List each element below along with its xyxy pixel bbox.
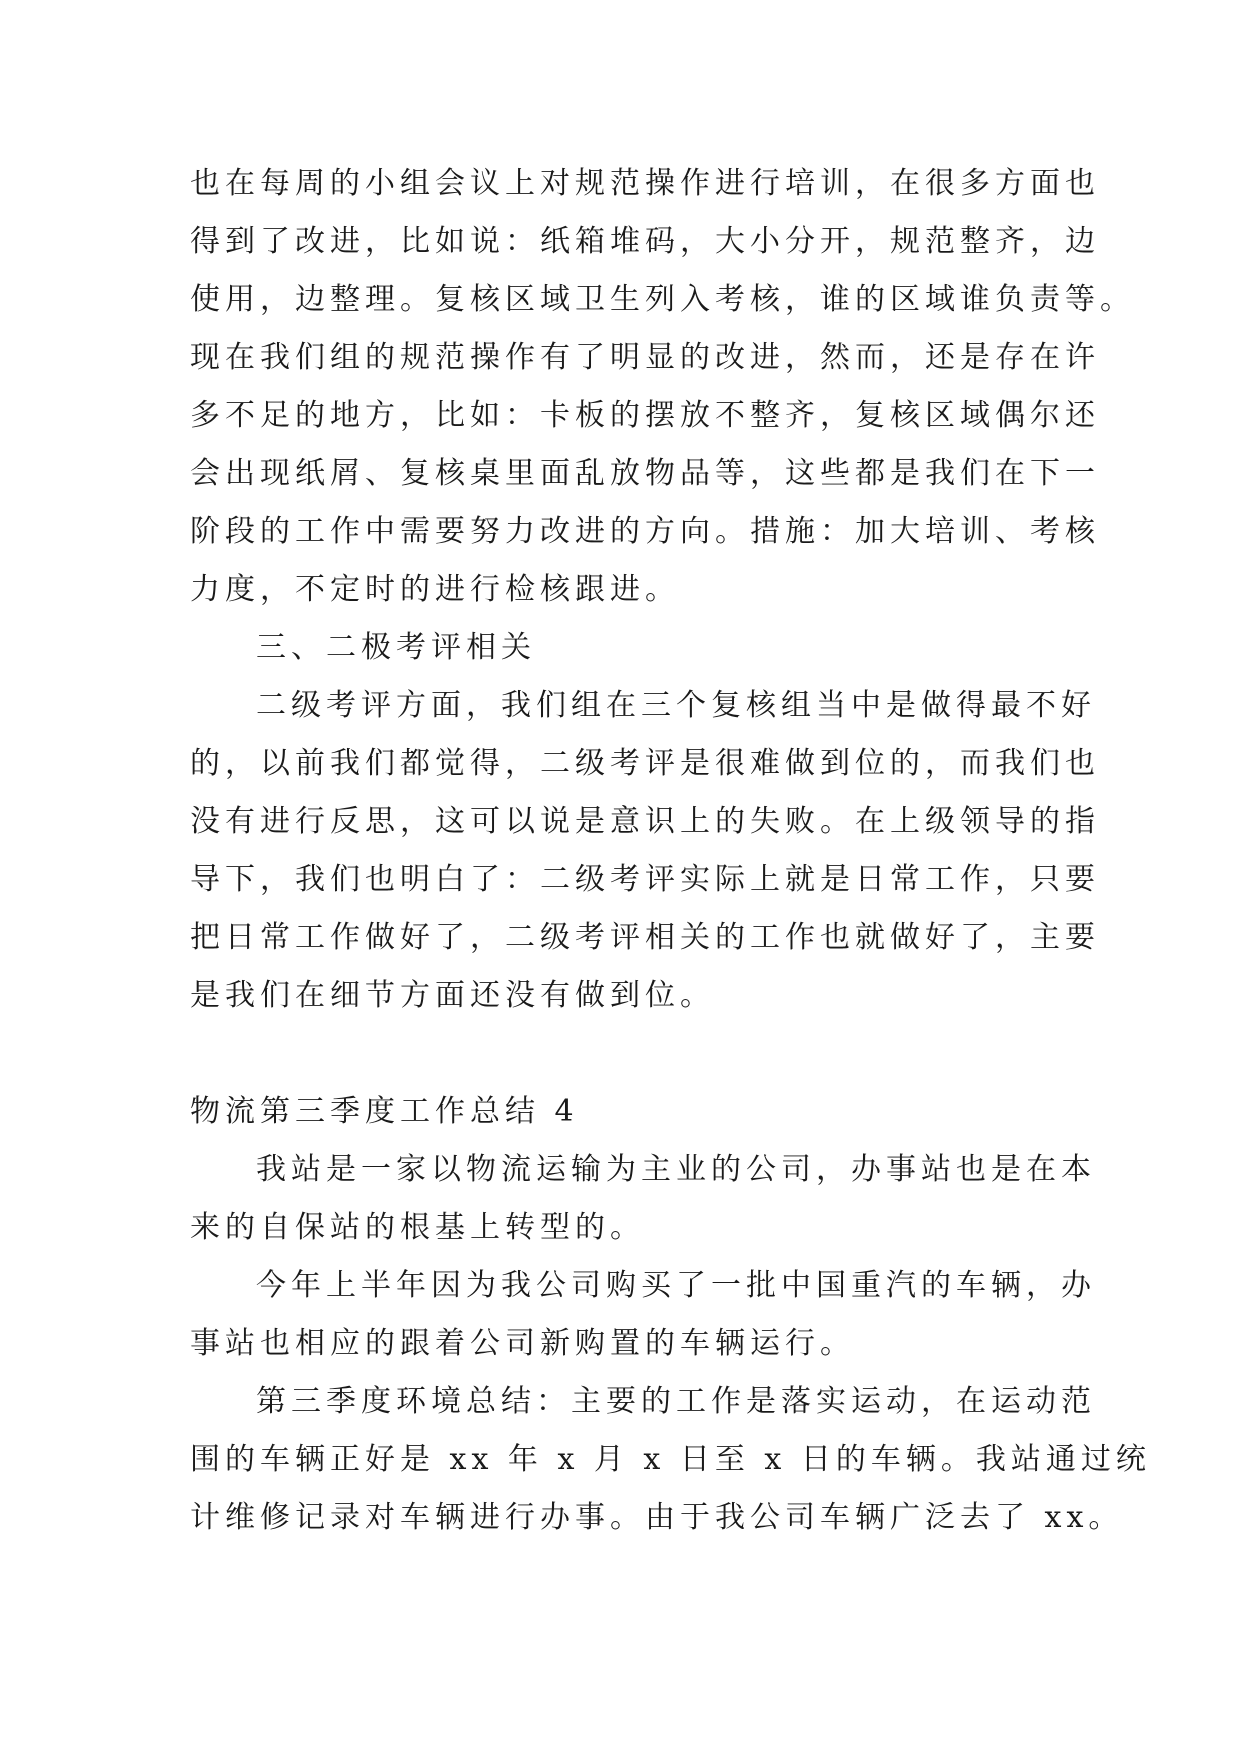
paragraph-line: 会出现纸屑、复核桌里面乱放物品等，这些都是我们在下一 [190, 456, 1100, 491]
section-subheading: 三、二极考评相关 [256, 630, 536, 665]
paragraph-line: 使用，边整理。复核区域卫生列入考核，谁的区域谁负责等。 [190, 282, 1135, 317]
paragraph-line: 阶段的工作中需要努力改进的方向。措施：加大培训、考核 [190, 514, 1100, 549]
paragraph-line: 导下，我们也明白了：二级考评实际上就是日常工作，只要 [190, 862, 1100, 897]
paragraph-line: 也在每周的小组会议上对规范操作进行培训，在很多方面也 [190, 166, 1100, 201]
paragraph-line: 力度，不定时的进行检核跟进。 [190, 572, 680, 607]
paragraph-line: 事站也相应的跟着公司新购置的车辆运行。 [190, 1326, 855, 1361]
paragraph-line: 我站是一家以物流运输为主业的公司，办事站也是在本 [256, 1152, 1096, 1187]
paragraph-line: 没有进行反思，这可以说是意识上的失败。在上级领导的指 [190, 804, 1100, 839]
paragraph-line: 二级考评方面，我们组在三个复核组当中是做得最不好 [256, 688, 1096, 723]
section-heading: 物流第三季度工作总结 4 [190, 1094, 579, 1129]
paragraph-line: 现在我们组的规范操作有了明显的改进，然而，还是存在许 [190, 340, 1100, 375]
paragraph-line: 得到了改进，比如说：纸箱堆码，大小分开，规范整齐，边 [190, 224, 1100, 259]
paragraph-line: 计维修记录对车辆进行办事。由于我公司车辆广泛去了 xx。 [190, 1500, 1124, 1535]
paragraph-line: 来的自保站的根基上转型的。 [190, 1210, 645, 1245]
paragraph-line: 是我们在细节方面还没有做到位。 [190, 978, 715, 1013]
paragraph-line: 把日常工作做好了，二级考评相关的工作也就做好了，主要 [190, 920, 1100, 955]
document-body [190, 155, 1151, 1547]
paragraph-line: 今年上半年因为我公司购买了一批中国重汽的车辆，办 [256, 1268, 1096, 1303]
paragraph-line: 的，以前我们都觉得，二级考评是很难做到位的，而我们也 [190, 746, 1100, 781]
paragraph-line: 多不足的地方，比如：卡板的摆放不整齐，复核区域偶尔还 [190, 398, 1100, 433]
paragraph-line: 第三季度环境总结：主要的工作是落实运动，在运动范 [256, 1384, 1096, 1419]
paragraph-line: 围的车辆正好是 xx 年 x 月 x 日至 x 日的车辆。我站通过统 [190, 1442, 1151, 1477]
